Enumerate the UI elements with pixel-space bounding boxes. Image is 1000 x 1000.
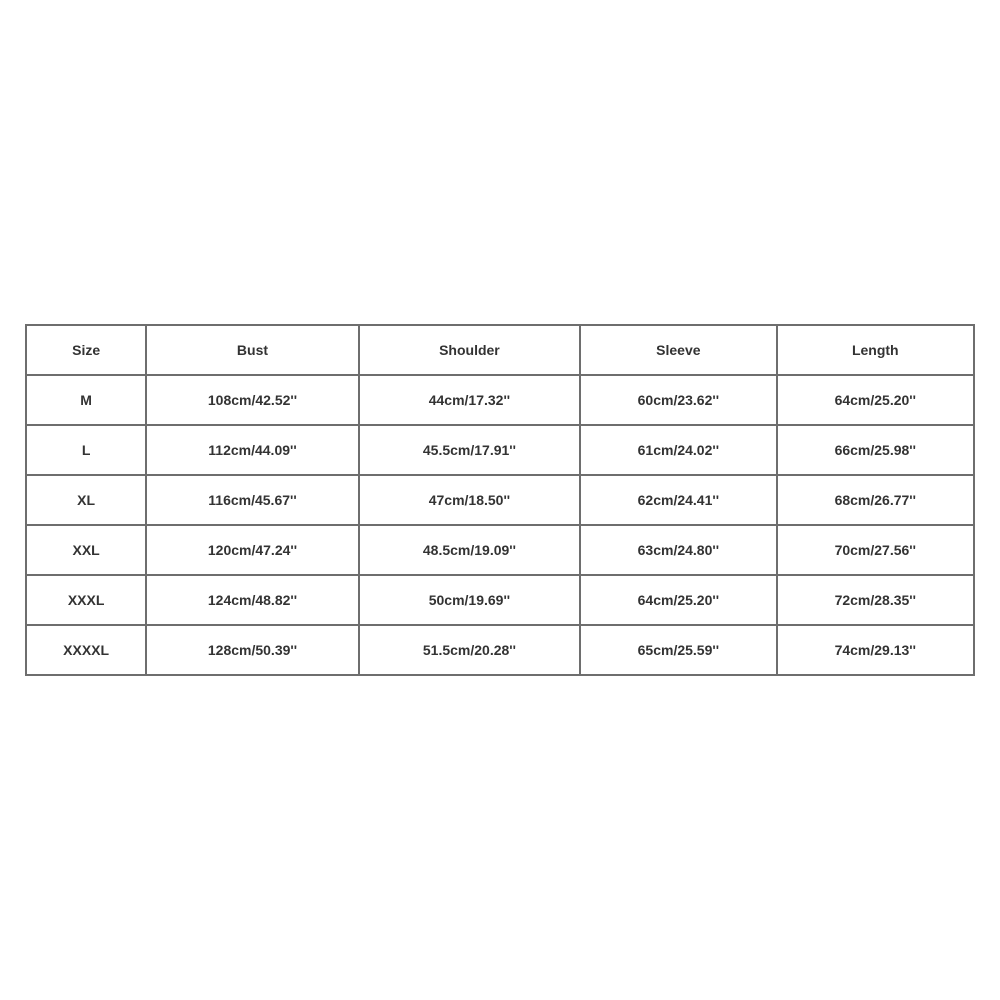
bust-cell: 112cm/44.09''	[146, 425, 358, 475]
size-chart-body	[26, 375, 974, 675]
shoulder-cell: 50cm/19.69''	[359, 575, 580, 625]
size-cell: XL	[26, 475, 146, 525]
header-bust: Bust	[146, 325, 358, 375]
size-chart-table	[25, 324, 975, 676]
size-cell: L	[26, 425, 146, 475]
size-cell: M	[26, 375, 146, 425]
bust-cell: 124cm/48.82''	[146, 575, 358, 625]
table-row	[26, 625, 974, 675]
table-row	[26, 475, 974, 525]
header-length: Length	[777, 325, 974, 375]
header-shoulder: Shoulder	[359, 325, 580, 375]
length-cell: 70cm/27.56''	[777, 525, 974, 575]
length-cell: 74cm/29.13''	[777, 625, 974, 675]
shoulder-cell: 45.5cm/17.91''	[359, 425, 580, 475]
table-row	[26, 375, 974, 425]
size-chart-header	[26, 325, 974, 375]
table-row	[26, 425, 974, 475]
table-row	[26, 575, 974, 625]
length-cell: 72cm/28.35''	[777, 575, 974, 625]
sleeve-cell: 62cm/24.41''	[580, 475, 776, 525]
bust-cell: 108cm/42.52''	[146, 375, 358, 425]
sleeve-cell: 60cm/23.62''	[580, 375, 776, 425]
header-size: Size	[26, 325, 146, 375]
sleeve-cell: 65cm/25.59''	[580, 625, 776, 675]
shoulder-cell: 51.5cm/20.28''	[359, 625, 580, 675]
size-cell: XXXXL	[26, 625, 146, 675]
table-row	[26, 525, 974, 575]
sleeve-cell: 64cm/25.20''	[580, 575, 776, 625]
length-cell: 66cm/25.98''	[777, 425, 974, 475]
shoulder-cell: 44cm/17.32''	[359, 375, 580, 425]
bust-cell: 116cm/45.67''	[146, 475, 358, 525]
shoulder-cell: 48.5cm/19.09''	[359, 525, 580, 575]
size-cell: XXL	[26, 525, 146, 575]
header-sleeve: Sleeve	[580, 325, 776, 375]
length-cell: 64cm/25.20''	[777, 375, 974, 425]
size-cell: XXXL	[26, 575, 146, 625]
bust-cell: 120cm/47.24''	[146, 525, 358, 575]
sleeve-cell: 61cm/24.02''	[580, 425, 776, 475]
shoulder-cell: 47cm/18.50''	[359, 475, 580, 525]
length-cell: 68cm/26.77''	[777, 475, 974, 525]
bust-cell: 128cm/50.39''	[146, 625, 358, 675]
header-row	[26, 325, 974, 375]
sleeve-cell: 63cm/24.80''	[580, 525, 776, 575]
